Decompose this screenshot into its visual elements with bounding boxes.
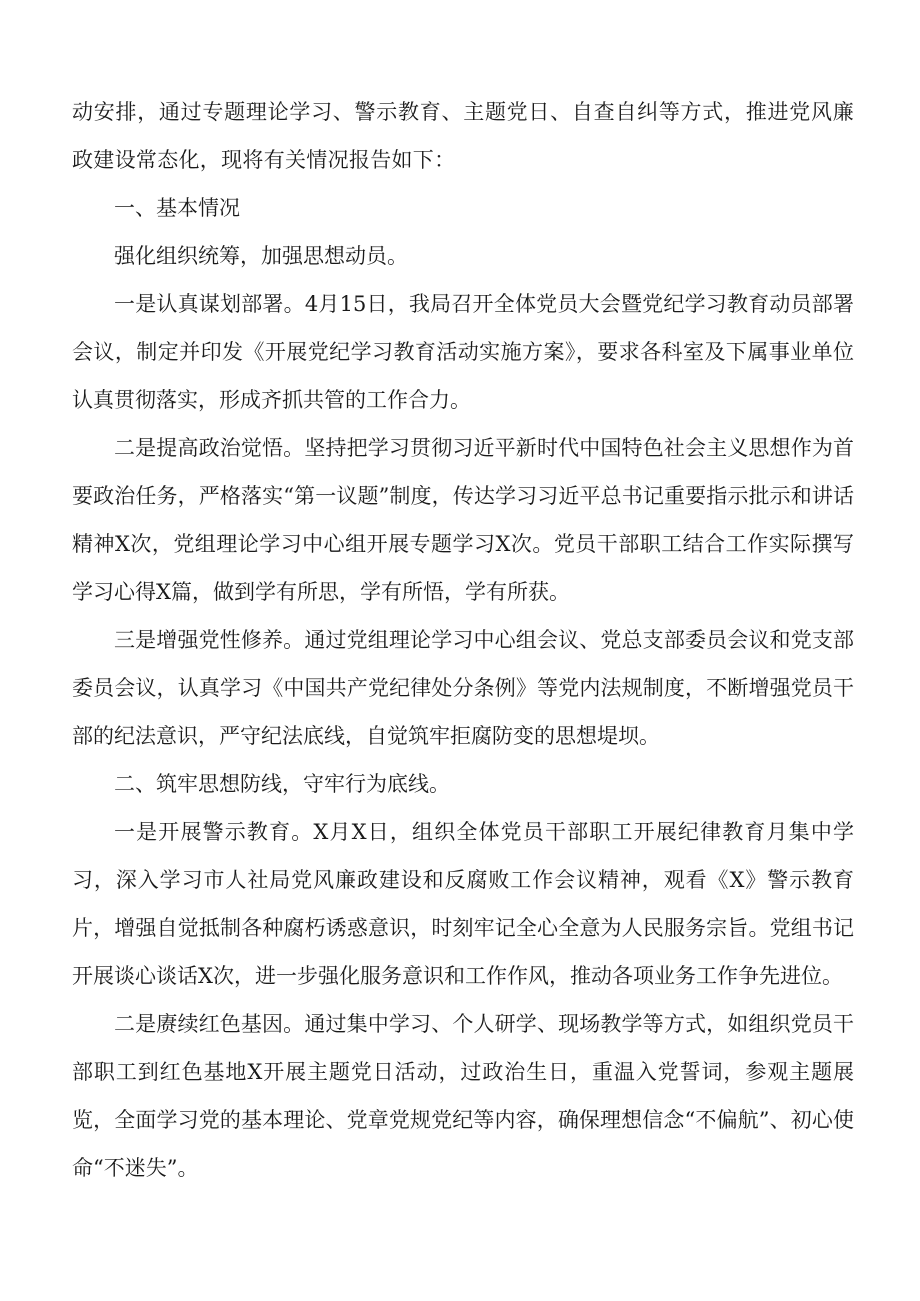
paragraph-party-spirit: 三是增强党性修养。通过党组理论学习中心组会议、党总支部委员会议和党支部委员会议，认真学习《中国共产党纪律处分条例》等党内法规制度，不断增强党员干部的纪法意识，严守纪法底线，自觉筑牢拒腐防变的思想堤坝。 bbox=[72, 628, 854, 748]
paragraph-red-gene: 二是赓续红色基因。通过集中学习、个人研学、现场教学等方式，如组织党员干部职工到红色基地X开展主题党日活动，过政治生日，重温入党誓词，参观主题展览，全面学习党的基本理论、党章党规党纪等内容，确保理想信念“不偏航”、初心使命“不迷失”。 bbox=[72, 1012, 854, 1180]
section-heading-basic-situation: 一、基本情况 bbox=[114, 196, 240, 220]
document-body bbox=[72, 88, 854, 1192]
paragraph-continuation: 动安排，通过专题理论学习、警示教育、主题党日、自查自纠等方式，推进党风廉政建设常态化，现将有关情况报告如下： bbox=[72, 100, 854, 172]
paragraph-warning-education: 一是开展警示教育。X月X日，组织全体党员干部职工开展纪律教育月集中学习，深入学习市人社局党风廉政建设和反腐败工作会议精神，观看《X》警示教育片，增强自觉抵制各种腐朽诱惑意识，时刻牢记全心全意为人民服务宗旨。党组书记开展谈心谈话X次，进一步强化服务意识和工作作风，推动各项业务工作争先进位。 bbox=[72, 820, 854, 988]
subheading-organization: 强化组织统筹，加强思想动员。 bbox=[114, 244, 408, 268]
section-heading-ideological-defense: 二、筑牢思想防线，守牢行为底线。 bbox=[114, 772, 450, 796]
paragraph-planning: 一是认真谋划部署。4月15日，我局召开全体党员大会暨党纪学习教育动员部署会议，制定并印发《开展党纪学习教育活动实施方案》，要求各科室及下属事业单位认真贯彻落实，形成齐抓共管的工作合力。 bbox=[72, 292, 854, 412]
paragraph-political-awareness: 二是提高政治觉悟。坚持把学习贯彻习近平新时代中国特色社会主义思想作为首要政治任务，严格落实“第一议题”制度，传达学习习近平总书记重要指示批示和讲话精神X次，党组理论学习中心组开展专题学习X次。党员干部职工结合工作实际撰写学习心得X篇，做到学有所思，学有所悟，学有所获。 bbox=[72, 436, 854, 604]
